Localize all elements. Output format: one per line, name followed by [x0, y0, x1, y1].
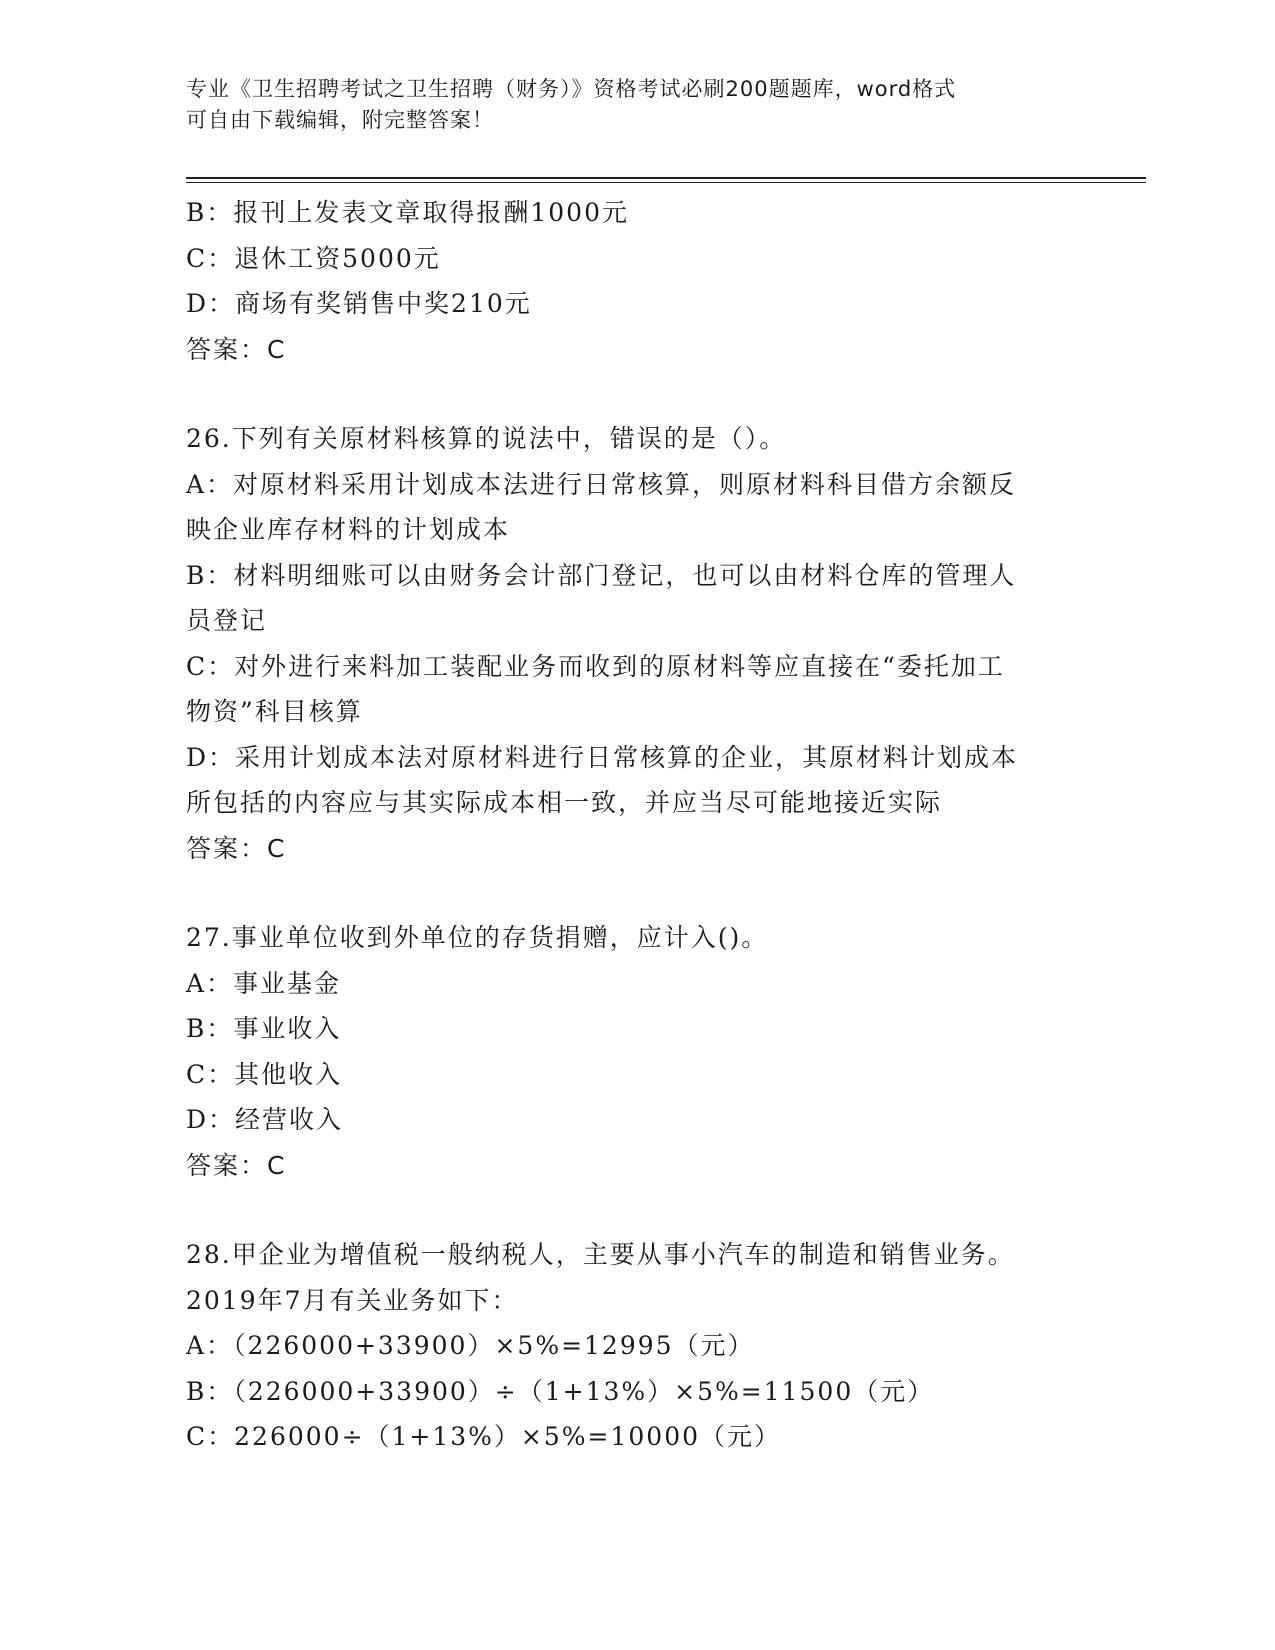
q28-stem-line-2: 2019年7月有关业务如下：	[186, 1285, 519, 1315]
q26-option-c-line-2: 物资”科目核算	[186, 697, 363, 726]
q26-option-b-line-1: B：材料明细账可以由财务会计部门登记，也可以由材料仓库的管理人	[186, 560, 1017, 590]
question-28	[186, 1232, 1066, 1460]
q25-option-b: B：报刊上发表文章取得报酬1000元	[186, 198, 629, 227]
header-title-line-2: 可自由下载编辑，附完整答案！	[186, 108, 494, 132]
spacer	[186, 372, 1066, 416]
q26-option-c-line-1: C：对外进行来料加工装配业务而收到的原材料等应直接在“委托加工	[186, 651, 1005, 681]
q28-stem-line-1: 28.甲企业为增值税一般纳税人，主要从事小汽车的制造和销售业务。	[186, 1240, 1015, 1269]
document-header	[186, 74, 1066, 136]
q26-option-d-line-2: 所包括的内容应与其实际成本相一致，并应当尽可能地接近实际	[186, 788, 943, 817]
q27-answer: 答案：C	[186, 1150, 287, 1180]
q28-option-b: B：（226000+33900）÷（1+13%）×5%=11500（元）	[186, 1376, 935, 1406]
q26-option-a-line-2: 映企业库存材料的计划成本	[186, 515, 511, 544]
q27-option-d: D：经营收入	[186, 1105, 344, 1134]
q26-answer: 答案：C	[186, 833, 287, 863]
question-26	[186, 416, 1066, 871]
spacer	[186, 1188, 1066, 1232]
question-25-tail	[186, 190, 1066, 372]
question-content	[186, 190, 1066, 1460]
q26-option-d-line-1: D：采用计划成本法对原材料进行日常核算的企业，其原材料计划成本	[186, 742, 1019, 772]
q27-option-b: B：事业收入	[186, 1014, 342, 1043]
q27-stem: 27.事业单位收到外单位的存货捐赠，应计入()。	[186, 923, 769, 952]
q26-option-b-line-2: 员登记	[186, 606, 268, 635]
header-divider-thin	[186, 182, 1146, 183]
q27-option-c: C：其他收入	[186, 1059, 343, 1089]
q27-option-a: A：事业基金	[186, 968, 342, 998]
q28-option-c: C：226000÷（1+13%）×5%=10000（元）	[186, 1422, 782, 1451]
q25-option-d: D：商场有奖销售中奖210元	[186, 289, 532, 318]
q26-option-a-line-1: A：对原材料采用计划成本法进行日常核算，则原材料科目借方余额反	[186, 469, 1017, 499]
q26-stem: 26.下列有关原材料核算的说法中，错误的是（）。	[186, 424, 787, 453]
q25-answer: 答案：C	[186, 334, 287, 364]
spacer	[186, 871, 1066, 915]
q28-option-a: A：（226000+33900）×5%=12995（元）	[186, 1331, 755, 1360]
header-title-line-1: 专业《卫生招聘考试之卫生招聘（财务）》资格考试必刷200题题库，word格式	[186, 77, 957, 101]
question-27	[186, 915, 1066, 1188]
q25-option-c: C：退休工资5000元	[186, 243, 441, 273]
header-divider-thick	[186, 177, 1146, 179]
